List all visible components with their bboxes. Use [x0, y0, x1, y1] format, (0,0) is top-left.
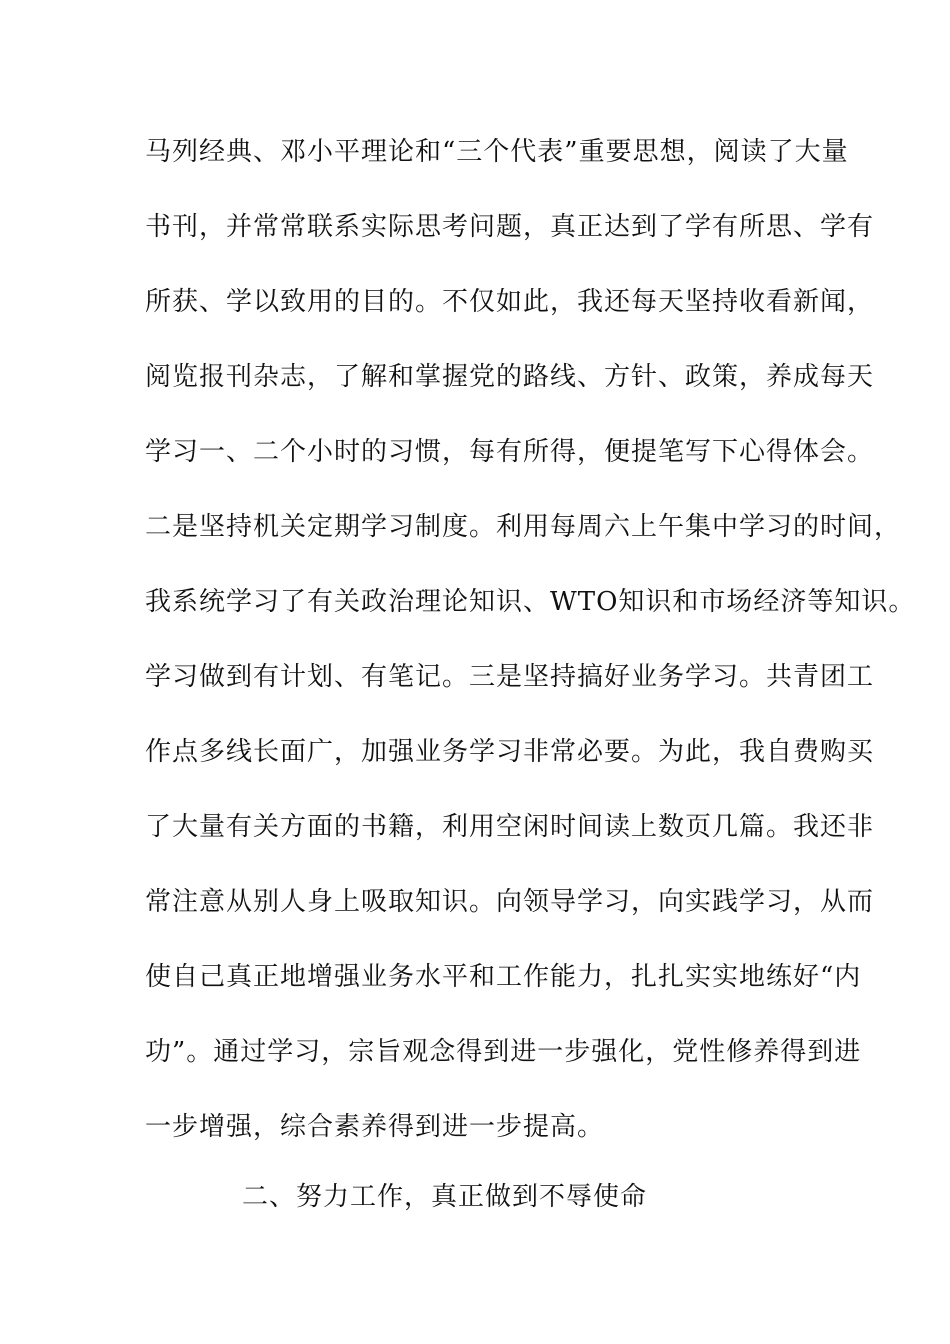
text-line: 书刊，并常常联系实际思考问题，真正达到了学有所思、学有: [145, 212, 875, 242]
text-line: 我系统学习了有关政治理论知识、WTO知识和市场经济等知识。: [145, 587, 916, 617]
text-line: 学习一、二个小时的习惯，每有所得，便提笔写下心得体会。: [145, 437, 875, 467]
text-line: 阅览报刊杂志，了解和掌握党的路线、方针、政策，养成每天: [145, 362, 875, 392]
text-line: 马列经典、邓小平理论和“三个代表”重要思想，阅读了大量: [145, 137, 849, 167]
text-line: 功”。通过学习，宗旨观念得到进一步强化，党性修养得到进: [145, 1037, 862, 1067]
text-line: 所获、学以致用的目的。不仅如此，我还每天坚持收看新闻，: [145, 287, 875, 317]
section-heading: 二、努力工作，真正做到不辱使命: [242, 1182, 648, 1212]
text-line: 二是坚持机关定期学习制度。利用每周六上午集中学习的时间，: [145, 512, 902, 542]
text-line: 学习做到有计划、有笔记。三是坚持搞好业务学习。共青团工: [145, 662, 875, 692]
text-line: 一步增强，综合素养得到进一步提高。: [145, 1112, 605, 1142]
text-line: 常注意从别人身上吸取知识。向领导学习，向实践学习，从而: [145, 887, 875, 917]
text-line: 作点多线长面广，加强业务学习非常必要。为此，我自费购买: [145, 737, 875, 767]
text-line: 使自己真正地增强业务水平和工作能力，扎扎实实地练好“内: [145, 962, 862, 992]
text-line: 了大量有关方面的书籍，利用空闲时间读上数页几篇。我还非: [145, 812, 875, 842]
